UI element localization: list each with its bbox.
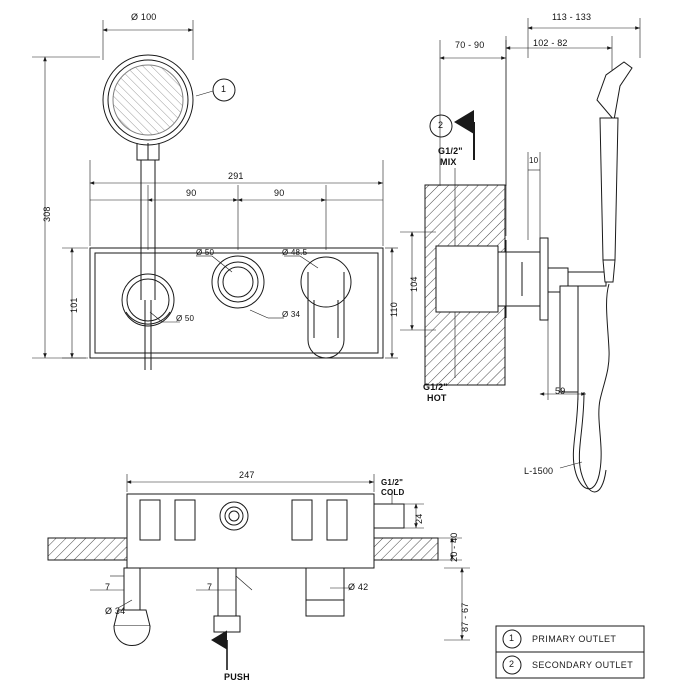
- dim-label-plate-depth: 110: [389, 302, 399, 317]
- dim-label-port-height: 24: [414, 513, 424, 524]
- legend-number-1: 1: [509, 633, 515, 643]
- dim-label-hose-length: L-1500: [524, 466, 554, 476]
- dim-label-spindle-diameter: Ø 34: [105, 606, 126, 616]
- dim-label-lever-ring: Ø 48.5: [282, 248, 308, 257]
- dim-label-inner-offset: 10: [529, 156, 539, 165]
- center-control: [212, 256, 264, 308]
- dim-label-holder-ring: Ø 50: [176, 314, 195, 323]
- dim-label-body-width: 247: [239, 470, 255, 480]
- port-label-cold-size: G1/2": [381, 478, 404, 487]
- callout-label-2: 2: [438, 120, 444, 130]
- dim-head-diameter: [103, 20, 193, 60]
- annotation-push: PUSH: [224, 672, 250, 682]
- handset-right: [597, 62, 632, 282]
- handset-holder: [122, 274, 174, 326]
- dim-label-flange-height: 104: [409, 276, 419, 292]
- legend-number-2: 2: [509, 659, 515, 669]
- dim-label-plate-height: 101: [69, 297, 79, 313]
- port-label-hot-size: G1/2": [423, 382, 448, 392]
- dim-label-center-ring-inner: Ø 34: [282, 310, 301, 319]
- valve-body-section: [436, 240, 540, 318]
- hose: [573, 284, 609, 492]
- handset-stem: [141, 250, 155, 370]
- dim-label-outlet-depth: 87 - 67: [460, 602, 470, 632]
- dim-label-projection-max: 113 - 133: [552, 12, 592, 22]
- legend-label-1: PRIMARY OUTLET: [532, 634, 617, 644]
- dim-label-left-offset: 7: [105, 582, 111, 592]
- dim-label-right-offset: 7: [207, 582, 213, 592]
- port-label-mix-name: MIX: [440, 157, 457, 167]
- dim-label-wall-thickness: 20 - 40: [449, 532, 459, 562]
- port-label-mix-size: G1/2": [438, 146, 463, 156]
- port-label-hot-name: HOT: [427, 393, 447, 403]
- dim-label-center-ring-outer: Ø 50: [196, 248, 215, 257]
- section-handle: [560, 272, 606, 392]
- legend-label-2: SECONDARY OUTLET: [532, 660, 634, 670]
- dim-label-outlet-diameter: Ø 42: [348, 582, 369, 592]
- dim-label-left-span: 90: [186, 188, 197, 198]
- dim-label-overall-height: 308: [42, 206, 52, 222]
- dim-label-wall-depth: 70 - 90: [455, 40, 485, 50]
- dim-label-handset-drop: 59: [555, 386, 566, 396]
- plan-outlets: [114, 568, 344, 646]
- dim-label-right-span: 90: [274, 188, 285, 198]
- dim-label-head-diameter: Ø 100: [131, 12, 157, 22]
- lever-control: [301, 257, 351, 358]
- callout-1-front: [196, 79, 235, 101]
- dim-spacings: [90, 185, 383, 250]
- dim-label-projection-body: 102 - 82: [533, 38, 568, 48]
- rough-in-body: [127, 494, 404, 568]
- port-label-cold-name: COLD: [381, 488, 405, 497]
- dim-label-plate-width: 291: [228, 171, 244, 181]
- callout-label-1: 1: [221, 84, 227, 94]
